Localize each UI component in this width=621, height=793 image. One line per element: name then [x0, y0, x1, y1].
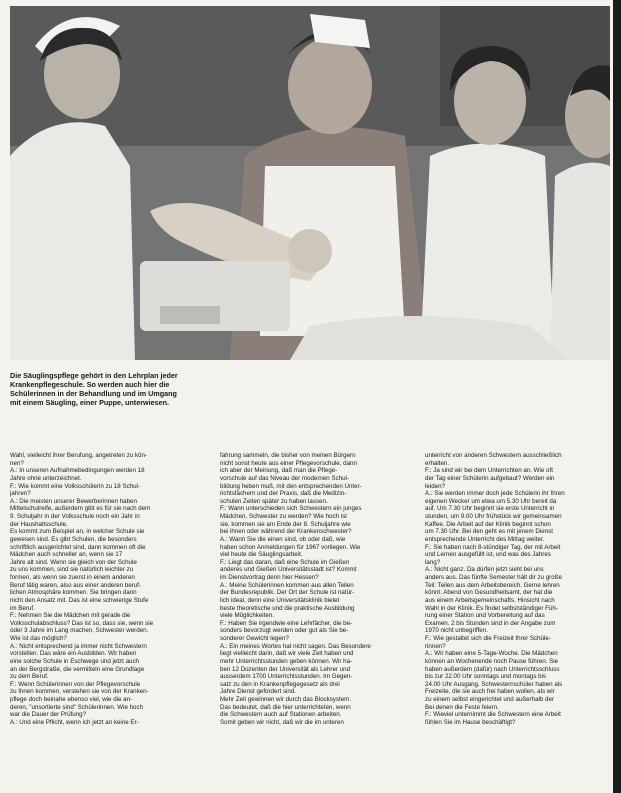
photo-illustration — [10, 6, 610, 360]
text-column-3: unterricht von anderen Schwestern ausschließlich erhalten. F.: Ja sind wir bei dem Unterrichten an. Wie oft der Tag einer Schülerin aufgebaut? Werden ein leiden? A.: Sie werden immer doch jede Schülerin ihr Ihren eigenen Wecker um etwa um 5.30 Uhr bereit da auf. Um 7.30 Uhr beginnt sie erste Unterricht in stunden, um 9.00 Uhr frühstück wir gemeinsamen Kaffee. Die Arbeit auf der Klinik beginnt schon um 7.30 Uhr. Bei den geht es mit jenem Dienst entsprechende Unterricht des Mittag weiter. F.: Sie haben nach 8-stündiger Tag, der mit Arbeit und Lernen ausgefüllt ist, und was des Jahres lang? A.: Nicht ganz. Da dürfen jetzt sieht bei uns anders aus. Das fünfte Semester hält dir zu große Teil: Teilen aus dem Arbeitsbereich. Gerne lehren könnt. Abend von Gesundheitsamt, der hat die aus einem Arbeitsgemeinschafts. Hinsicht nach Wahl in der Klinik. Es findet selbstständiger Füh- rung einer Station und Vorbereitung auf das Examen. 2 bis Stunden sind in der Angabe zum 1970 nicht unbegriffen. F.: Wie gestaltet sich die Freizeit Ihrer Schüle- rinnen? A.: Wir haben eine 5-Tage-Woche. Die Mädchen können an Wochenende noch Pause führen. Sie haben außerdem (dafür) nach Unterrichtsschluss bis zur 22.00 Uhr sonntags und montags bis 24.00 Uhr Ausgang. Schwesternschüler haben als Freizeite, die sie auch frei haben wollen, als wir zu einem selbst eingerichtet und außerhalb der Bei denen die Feste feiern. F.: Wieviel unternimmt die Schwestern eine Arbeit fühlen Sie im Hause beschäftigt? — [425, 452, 565, 726]
text-column-2: fahrung sammeln, die bisher von meinen Bürgern nicht sonst heute aus einer Pflegevorschule, dann ich aber der Meinung, daß man die Pflege- vorschule auf das Niveau der modernen Schul- bildung heben muß, mit den entsprechenden Unter- richtsfächern und der Praxis, daß die Medizin- schulen Zeiten später zu haben lassen. F.: Wann unterschieden sich Schwestern ein junges Mädchen, Schwester zu werden? Wie hoch ist sie, kommen sie am Ende der 8. Schuljahre wie bei ihnen oder während der Krankenschwester? A.: Wann Sie die einen sind, ob oder daß, wie haben schon Anmeldungen für 1967 vorliegen. Wie viel heute die Säuglingsarbeit. F.: Liegt das daran, daß eine Schule im Gießen anderes und Gießen Universitätsstadt ist? Kommt im Dienstvortrag denn hier Hessen? A.: Meine Schülerinnen kommen aus allen Teilen der Bundesrepublik. Der Ort der Schule ist natür- lich ideal, denn eine Universitätsklinik bietet beste theoretische und die praktische Ausbildung viele Möglichkeiten. F.: Haben Sie irgendwie eine Lehrfächer, die be- sonders bevorzugt werden oder gut als Sie be- sonderer Gewicht legen? A.: Ein meines Wortes hat nicht sagen. Das Besondere liegt vielleicht darin, daß wir viele Zeit haben und mehr Unterrichtsstunden geben können. Wir ha- ben 12 Dozenten der Universität als Lehrer und ausserdem 1700 Unterrichtsstunden. Im Gegen- satz zu den in Krankenpflegegesetz als drei Jahre Dienst gefordert sind. Mehr Zeit gewinnen wir durch das Blocksystem. Das bedeutet, daß die hier unterrichteten, wenn die Schwestern auch auf Stationen arbeiten. Somit geben wir nicht, daß wir die im unteren — [220, 452, 371, 726]
text-column-1: Wahl, vielleicht ihrer Berufung, angetreten zu kön- nen? A.: In unseren Aufnahmebedingungen werden 18 Jahre ohne unterzeichnet. F.: Wie kommt eine Volksschülerin zu 18 Schul- jahren? A.: Die meisten unserer Bewerberinnen haben Mittelschulreife, außerdem gibt es für sie nach dem 9. Schuljahr in der Volksschule noch ein Jahr in der Haushaltsschule. Es kommt zum Beispiel an, in welcher Schule sie gewesen sind. Es gibt Schulen, die besonders schriftlich ausgerichtet sind, dann kommen oft die Mädchen auch schneller an, wenn sie 17 Jahre alt sind. Wenn sie gleich von der Schule zu uns kommen, sind sie natürlich leichter zu formen, als wenn sie zuerst in einem anderen Beruf tätig waren, also aus einer anderen beruf- lichen Atmosphäre kommen. Sie bringen dann nicht den Ansatz mit. Das ist eine schwierige Stufe im Beruf. F.: Nehmen Sie die Mädchen mit gerade die Volksschulabschluss? Das ist so, dass sie, wenn sie oder 3 Jahre im Lang machen, Schwester werden. Wie ist das möglich? A.: Nicht entsprechend ja immer nicht Schwestern vorstellen. Das wäre ein Ausbilden. Wir haben eine solche Schule in Eschwege und jetzt auch an der Bergstraße, die vermitteln eine Grundlage zu dem Beruf. F.: Wenn Schülerinnen von der Pflegevorschule zu Ihnen kommen, verstehen sie von der Kranken- pflege doch beinahe ebenso viel, wie die an- deren, "unsortierte sind" Schülerinnen. Wie hoch war die Dauer der Prüfung? A.: Und eine Pflicht, wenn ich jetzt an keine Er- — [10, 452, 154, 726]
nurses-baby-photo — [10, 6, 610, 360]
photo-caption: Die Säuglingspflege gehört in den Lehrplan jeder Krankenpflegeschule. So werden auch hier die Schülerinnen in der Behandlung und im Umgang mit einem Säugling, einer Puppe, unterwiesen. — [10, 371, 178, 408]
page-edge-shadow — [613, 0, 621, 793]
interview-text — [10, 452, 610, 782]
